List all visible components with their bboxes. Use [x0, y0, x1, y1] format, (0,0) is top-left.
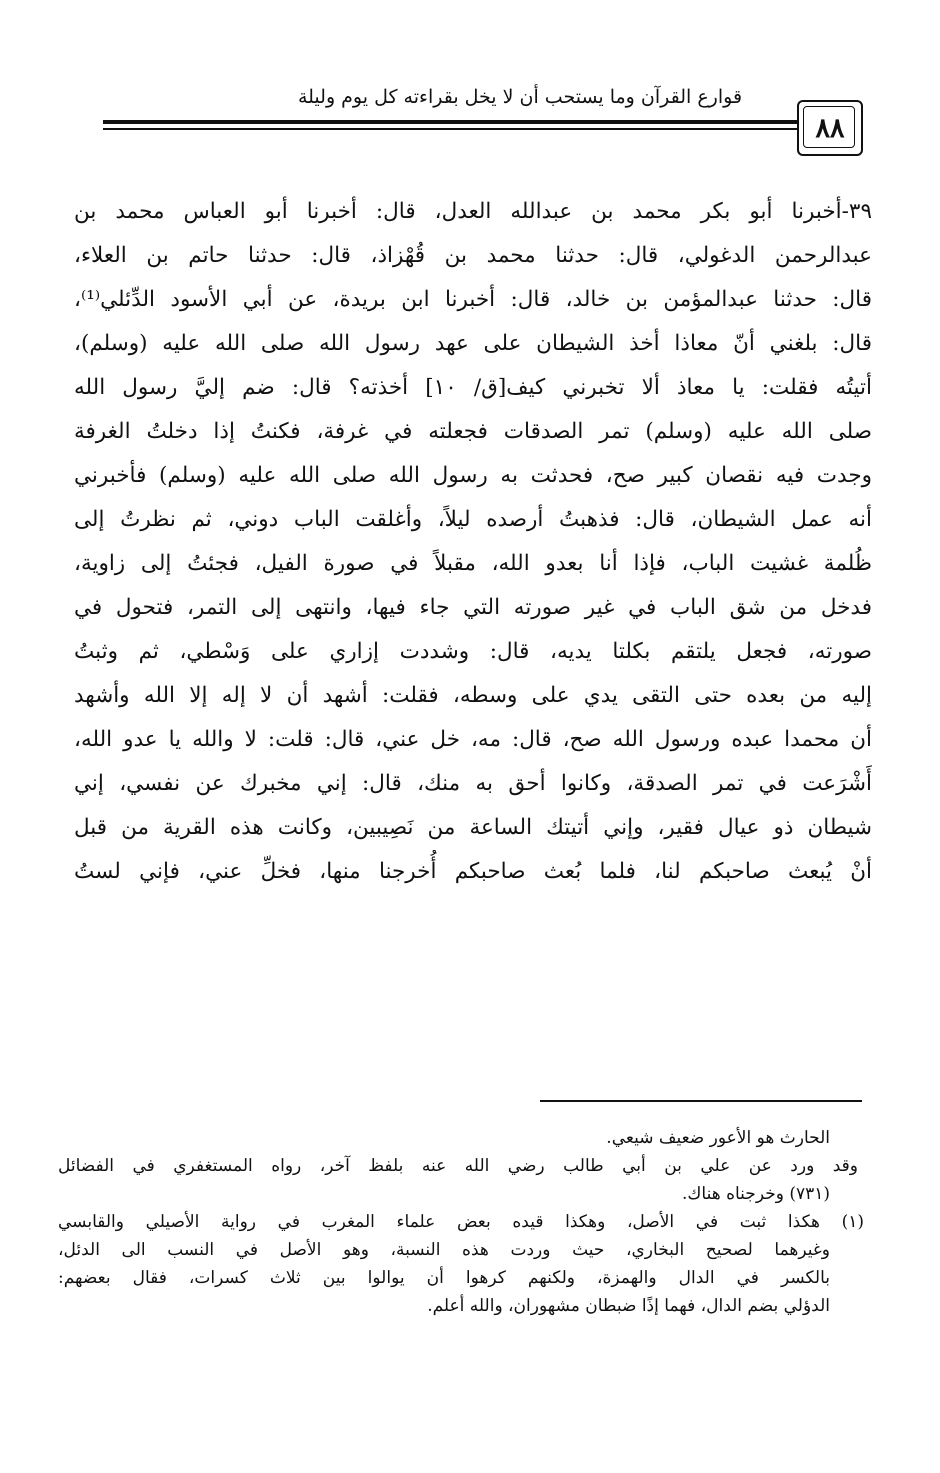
header-rule-thin [103, 128, 805, 130]
text-line: ٣٩-أخبرنا أبو بكر محمد بن عبدالله العدل، قال: أخبرنا أبو العباس محمد بن [74, 199, 872, 224]
text-line: صلى الله عليه (وسلم) تمر الصدقات فجعلته في غرفة، فكنتُ إذا دخلتُ الغرفة [74, 419, 872, 444]
footnotes [58, 1124, 864, 1320]
footnote-line: (١) هكذا ثبت في الأصل، وهكذا قيده بعض علماء المغرب في رواية الأصيلي والقابسي [58, 1212, 864, 1232]
main-text [74, 190, 872, 894]
text-line: قال: بلغني أنّ معاذا أخذ الشيطان على عهد رسول الله صلى الله عليه (وسلم)، [74, 331, 872, 356]
text-line: أنه عمل الشيطان، قال: فذهبتُ أرصده ليلاً، وأغلقت الباب دوني، ثم نظرتُ إلى [74, 507, 872, 532]
footnote-line: بالكسر في الدال والهمزة، ولكنهم كرهوا أن يوالوا بين ثلاث كسرات، فقال بعضهم: [58, 1268, 830, 1288]
footnote-separator [540, 1100, 862, 1102]
text-line: أَشْرَعت في تمر الصدقة، وكانوا أحق به منك، قال: إني مخبرك عن نفسي، إني [74, 771, 872, 796]
text-line: أتيتُه فقلت: يا معاذ ألا تخبرني كيف[ق/ ١٠] أخذته؟ قال: ضم إليَّ رسول الله [74, 375, 872, 400]
page-number-box-inner-border [803, 106, 855, 148]
page-number: ٨٨ [815, 112, 845, 144]
footnote-line: وغيرهما لصحيح البخاري، حيث وردت هذه النسبة، وهو الأصل في النسب الى الدئل، [58, 1240, 830, 1260]
running-title: قوارع القرآن وما يستحب أن لا يخل بقراءته كل يوم وليلة [297, 86, 743, 108]
text-line: شيطان ذو عيال فقير، وإني أتيتك الساعة من نَصِيبين، وكانت هذه القرية من قبل [74, 815, 872, 840]
footnote-line: وقد ورد عن علي بن أبي طالب رضي الله عنه بلفظ آخر، رواه المستغفري في الفضائل [58, 1156, 858, 1176]
footnote-line: الحارث هو الأعور ضعيف شيعي. [606, 1128, 830, 1148]
text-line: قال: حدثنا عبدالمؤمن بن خالد، قال: أخبرنا ابن بريدة، عن أبي الأسود الدِّئلي⁽¹⁾، [74, 287, 872, 312]
header-rule-thick [103, 120, 805, 124]
text-line: وجدت فيه نقصان كبير صح، فحدثت به رسول الله صلى الله عليه (وسلم) فأخبرني [74, 463, 872, 488]
text-line: صورته، فجعل يلتقم بكلتا يديه، قال: وشددت إزاري على وَسْطي، ثم وثبتُ [74, 639, 872, 664]
text-line: ظُلمة غشيت الباب، فإذا أنا بعدو الله، مقبلاً في صورة الفيل، فجئتُ إلى زاوية، [74, 551, 872, 576]
text-line: أنْ يُبعث صاحبكم لنا، فلما بُعث صاحبكم أُخرجنا منها، فخلِّ عني، فإني لستُ [74, 859, 872, 884]
text-line: فدخل من شق الباب في غير صورته التي جاء فيها، وانتهى إلى التمر، فتحول في [74, 595, 872, 620]
footnote-line: الدؤلي بضم الدال، فهما إذًا ضبطان مشهوران، والله أعلم. [427, 1296, 830, 1316]
footnote-line: (٧٣١) وخرجناه هناك. [682, 1184, 830, 1204]
text-line: إليه من بعده حتى التقى يدي على وسطه، فقلت: أشهد أن لا إله إلا الله وأشهد [74, 683, 872, 708]
text-line: عبدالرحمن الدغولي، قال: حدثنا محمد بن قُهْزاذ، قال: حدثنا حاتم بن العلاء، [74, 243, 872, 268]
text-line: أن محمدا عبده ورسول الله صح، قال: مه، خل عني، قال: قلت: لا والله يا عدو الله، [74, 727, 872, 752]
